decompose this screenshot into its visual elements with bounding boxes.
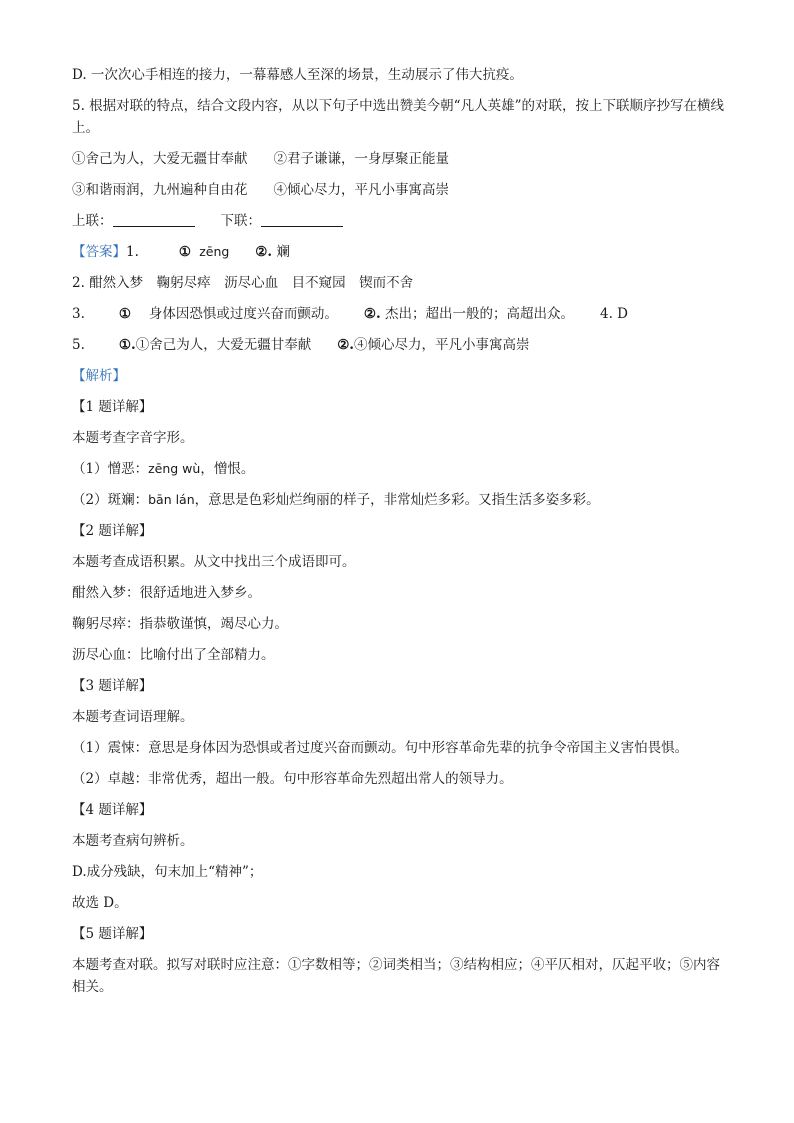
section-3-heading: 【3 题详解】 <box>72 678 153 694</box>
section-3-line-1: （1）震悚：意思是身体因为恐惧或者过度兴奋而颤动。句中形容革命先辈的抗争令帝国主义害怕畏惧。 <box>72 740 689 756</box>
lower-couplet-blank[interactable] <box>261 211 343 227</box>
section-1-intro: 本题考查字音字形。 <box>72 430 194 446</box>
upper-couplet-label: 上联： <box>72 213 113 229</box>
section-1-line-1: （1）憎恶：zēng wù，憎恨。 <box>72 461 255 477</box>
upper-couplet-blank[interactable] <box>113 211 195 227</box>
q4-option-d: D. 一次次心手相连的接力，一幕幕感人至深的场景，生动展示了伟大抗疫。 <box>72 67 523 83</box>
answer-blanks <box>72 210 732 241</box>
option-4: ④倾心尽力，平凡小事寓高崇 <box>273 182 449 198</box>
option-3: ③和谐雨润，九州遍种自由花 <box>72 182 248 198</box>
answer-q5: 5. ①.①舍己为人，大爱无疆甘奉献 ②.④倾心尽力，平凡小事寓高崇 <box>72 337 530 353</box>
document-page <box>72 64 732 1007</box>
section-3-line-2: （2）卓越：非常优秀，超出一般。句中形容革命先烈超出常人的领导力。 <box>72 771 513 787</box>
answer-q1: 【答案】1. ① zēng ②. 斓 <box>72 244 290 260</box>
analysis-tag: 【解析】 <box>72 368 126 384</box>
lower-couplet-label: 下联： <box>220 213 261 229</box>
section-1-heading: 【1 题详解】 <box>72 399 153 415</box>
section-4-line-2: 故选 D。 <box>72 895 128 911</box>
section-4-line-1: D.成分残缺，句末加上“精神”； <box>72 864 263 880</box>
options-row-2 <box>72 179 732 210</box>
q5-prompt: 5. 根据对联的特点，结合文段内容，从以下句子中选出赞美今朝“凡人英雄”的对联，按上下联顺序抄写在横线上。 <box>72 98 724 136</box>
section-2-line-3: 沥尽心血：比喻付出了全部精力。 <box>72 647 275 663</box>
section-4-heading: 【4 题详解】 <box>72 802 153 818</box>
section-1-line-2: （2）斑斓：bān lán，意思是色彩灿烂绚丽的样子，非常灿烂多彩。又指生活多姿多彩。 <box>72 492 600 508</box>
section-2-line-2: 鞠躬尽瘁：指恭敬谨慎，竭尽心力。 <box>72 616 288 632</box>
section-2-heading: 【2 题详解】 <box>72 523 153 539</box>
section-2-intro: 本题考查成语积累。从文中找出三个成语即可。 <box>72 554 356 570</box>
section-5-heading: 【5 题详解】 <box>72 926 153 942</box>
answer-q3-q4: 3. ① 身体因恐惧或过度兴奋而颤动。 ②. 杰出；超出一般的；高超出众。 4. D <box>72 306 628 322</box>
answer-tag: 【答案】 <box>72 244 126 260</box>
option-1: ①舍己为人，大爱无疆甘奉献 <box>72 151 248 167</box>
section-4-intro: 本题考查病句辨析。 <box>72 833 194 849</box>
option-2: ②君子谦谦，一身厚聚正能量 <box>273 151 449 167</box>
answer-q2: 2. 酣然入梦 鞠躬尽瘁 沥尽心血 目不窥园 锲而不舍 <box>72 275 414 291</box>
section-2-line-1: 酣然入梦：很舒适地进入梦乡。 <box>72 585 261 601</box>
section-3-intro: 本题考查词语理解。 <box>72 709 194 725</box>
options-row-1 <box>72 148 732 179</box>
section-5-intro: 本题考查对联。拟写对联时应注意：①字数相等；②词类相当；③结构相应；④平仄相对，仄起平收；⑤内容相关。 <box>72 957 720 995</box>
